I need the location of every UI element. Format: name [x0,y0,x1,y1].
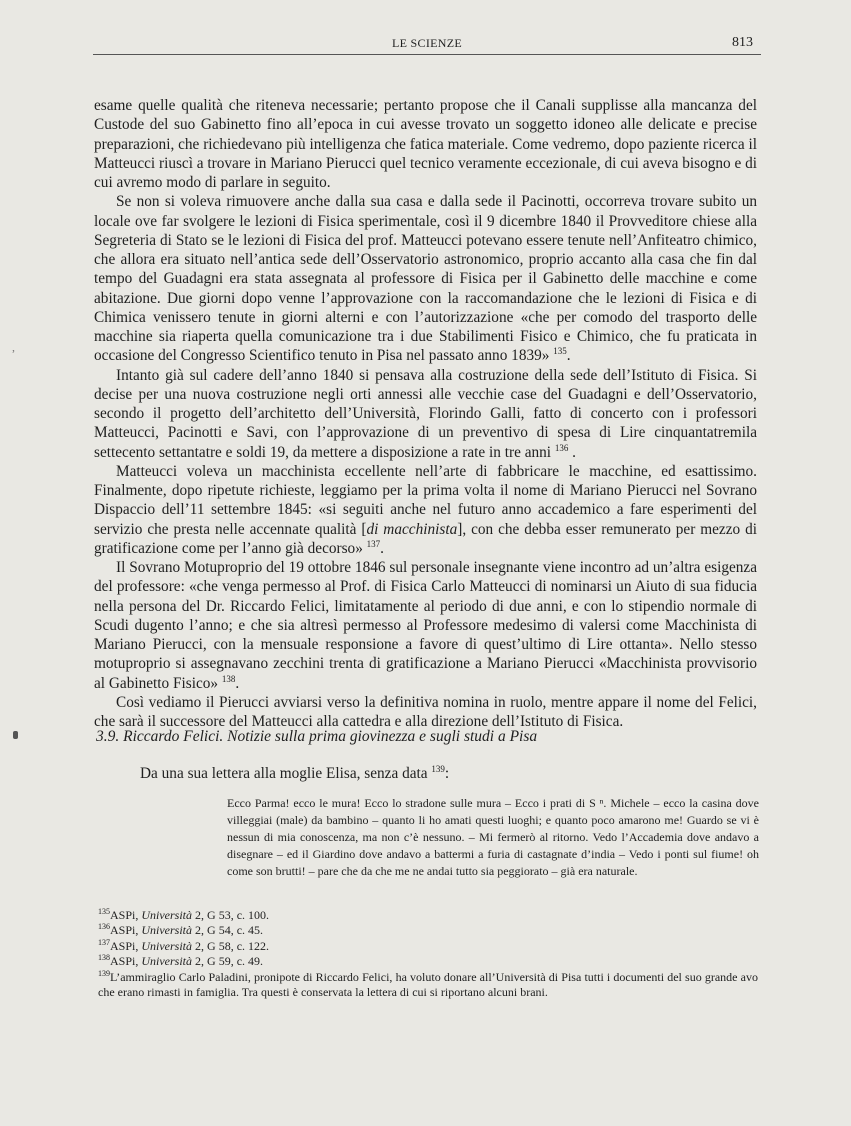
footnote-number: 139 [98,968,110,978]
footnote-text: 2, G 58, c. 122. [192,938,270,953]
quote-intro-tail: : [444,765,450,782]
footnote-italic: Università [141,923,193,938]
footnote-text: ASPi, [110,923,142,938]
margin-dot-mark [13,731,18,739]
footnote [98,970,758,1001]
footnotes [98,908,758,1000]
footnote-number: 136 [98,922,110,932]
footnote-italic: Università [141,908,193,922]
text-run: . [235,674,240,692]
footnote [98,908,758,923]
footnote-text: ASPi, [110,954,142,969]
footnote-ref: 136 [554,442,569,453]
paragraph [94,96,757,192]
quote-intro [140,765,449,783]
footnote-text: L’ammiraglio Carlo Paladini, pronipote di Riccardo Felici, ha voluto donare all’Università di Pisa tutti i documenti del suo grande avo che erano rimasti in famiglia. Tra questi è conservata la lettera di cui si riportano alcuni brani. [98,969,758,1000]
footnote-text: ASPi, [110,908,142,922]
footnote [98,954,758,969]
paragraph [94,693,757,732]
footnote-ref: 138 [221,673,236,684]
page-header [93,34,761,55]
letter-quote: Ecco Parma! ecco le mura! Ecco lo stradone sulle mura – Ecco i prati di S ⁿ. Michele – ecco la casina dove villeggiai (male) da bambino – quanto li ho amati questi luoghi; e quanto poco amarono me! Guardo se vi è nessun di mia conoscenza, ma non c’è nessuno. – Mi fermerò al ritorno. Vedo l’Accademia dove andavo a disegnare – ed il Giardino dove andavo a battermi a furia di castagnate d’india – Vedo i ponti sul fiume! oh come son brutti! – pare che da che me ne andai tutto sia peggiorato – già era naturale. [227,796,759,879]
paragraph [94,462,757,558]
text-run: . [568,443,577,461]
paragraph [94,366,757,462]
footnote-italic: Università [141,954,193,969]
text-run: esame quelle qualità che riteneva necessarie; pertanto propose che il Canali supplisse alla mancanza del Custode del suo Gabinetto fino all’epoca in cui avesse trovato un soggetto idoneo alle delicate e precise preparazioni, che richiedevano più intelligenza che fatica materiale. Come vedremo, dopo paziente ricerca il Matteucci riuscì a trovare in Mariano Pierucci quel tecnico veramente eccezionale, di cui aveva bisogno e di cui avremo modo di parlare in seguito. [94,97,758,191]
running-title: LE SCIENZE [392,36,462,50]
italic-text: di macchinista [366,520,458,538]
footnote [98,923,758,938]
section-title: 3.9. Riccardo Felici. Notizie sulla prima giovinezza e sugli studi a Pisa [96,728,538,745]
text-run: Matteucci voleva un macchinista eccellente nell’arte di fabbricare le macchine, ed esattissimo. Finalmente, dopo ripetute richieste, leggiamo per la prima volta il nome di Mariano Pierucci nel Sovrano Dispaccio dell’11 settembre 1845: «si seguiti anche nel futuro anno accademico a fare esperimenti del servizio che presta nelle accennate qualità [ [94,462,757,538]
text-run: Se non si voleva rimuovere anche dalla sua casa e dalla sede il Pacinotti, occorreva trovare subito un locale ove far svolgere le lezioni di Fisica sperimentale, così il 9 dicembre 1840 il Provveditore chiese alla Segreteria di Stato se le lezioni di Fisica del prof. Matteucci potevano essere tenute nell’Anfiteatro chimico, che allora era situato nell’antica sede dell’Osservatorio astronomico, proprio accanto alla casa che fin dal tempo del Guadagni era stata assegnata al professore di Fisica per il Gabinetto delle macchine e come abitazione. Due giorni dopo venne l’approvazione con la raccomandazione che le lezioni di Fisica e di Chimica venissero tenute in giorni alterni e con l’autorizzazione «che per comodo del trasporto delle macchine sia riaperta quella comunicazione tra i due Stabilimenti Fisico e Chimico, che fu praticata in occasione del Congresso Scientifico tenuto in Pisa nel passato anno 1839» [94,193,757,365]
footnote-ref: 139 [431,763,445,774]
margin-mark: , [12,340,15,354]
text-run: . [566,347,571,365]
paragraph [94,192,757,365]
footnote-text: 2, G 59, c. 49. [192,954,264,969]
quote-intro-text: Da una sua lettera alla moglie Elisa, senza data [140,765,432,782]
body-text [94,96,757,731]
footnote [98,939,758,954]
footnote-number: 135 [98,907,110,916]
text-run: Intanto già sul cadere dell’anno 1840 si pensava alla costruzione della sede dell’Istituto di Fisica. Si decise per una nuova costruzione negli orti annessi alle vecchie case del Guadagni e dell’Osservatorio, secondo il progetto dell’architetto dell’Università, Florindo Galli, fatto di concerto con i professori Matteucci, Pacinotti e Savi, con l’approvazione di un preventivo di spesa di Lire cinquantatremila settecento settantatre e soldi 19, da mettere a disposizione a rate in tre anni [94,366,757,461]
footnote-ref: 137 [366,538,381,549]
text-run: . [380,539,384,557]
footnote-italic: Università [141,938,193,953]
page-number: 813 [732,35,753,50]
paragraph [94,558,757,693]
footnote-text: 2, G 54, c. 45. [192,923,264,938]
footnote-text: ASPi, [110,938,142,953]
footnote-number: 137 [98,937,110,947]
footnote-text: 2, G 53, c. 100. [192,908,270,922]
footnote-number: 138 [98,953,110,963]
text-run: Il Sovrano Motuproprio del 19 ottobre 1846 sul personale insegnante viene incontro ad un’altra esigenza del professore: «che venga permesso al Prof. di Fisica Carlo Matteucci di nominarsi un Aiuto di sua fiducia nella persona del Dr. Riccardo Felici, limitatamente al periodo di due anni, e con lo stipendio normale di Scudi dugento l’anno; e che sia altresì permesso al Professore medesimo di valersi come Macchinista di Mariano Pierucci, con la mensuale responsione a favore di quest’ultimo di Lire ottanta». Nello stesso motuproprio si assegnavano zecchini trenta di gratificazione a Mariano Pierucci «Macchinista provvisorio al Gabinetto Fisico» [94,559,757,692]
text-run: Così vediamo il Pierucci avviarsi verso la definitiva nomina in ruolo, mentre appare il nome del Felici, che sarà il successore del Matteucci alla cattedra e alla direzione dell’Istituto di Fisica. [94,693,757,730]
footnote-ref: 135 [553,346,567,357]
text-run: ], con che debba esser remunerato per mezzo di gratificazione come per l’anno già decorso» [94,520,757,557]
